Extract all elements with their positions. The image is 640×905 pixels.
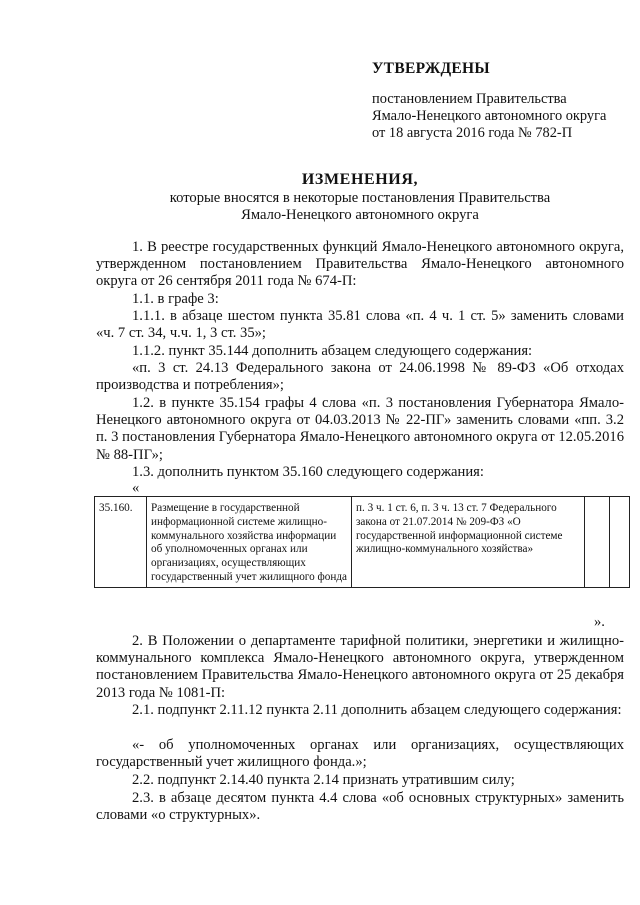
approval-line-1: постановлением Правительства bbox=[372, 91, 567, 107]
approval-title: УТВЕРЖДЕНЫ bbox=[372, 60, 490, 77]
item-1-1-1: 1.1.1. в абзаце шестом пункта 35.81 слова «п. 4 ч. 1 ст. 5» заменить словами «ч. 7 ст. 34, ч.ч. 1, 3 ст. 35»; bbox=[96, 308, 624, 342]
item-2-1-quote: «- об уполномоченных органах или организациях, осуществляющих государственный учет жилищного фонда.»; bbox=[96, 737, 624, 771]
item-1-1: 1.1. в графе 3: bbox=[132, 291, 219, 307]
item-2-2: 2.2. подпункт 2.14.40 пункта 2.14 признать утратившим силу; bbox=[132, 772, 515, 788]
table-quote-close: ». bbox=[594, 614, 605, 630]
document-subtitle-2: Ямало-Ненецкого автономного округа bbox=[241, 207, 479, 223]
table-quote-open: « bbox=[132, 480, 140, 496]
table-cell-legal-basis: п. 3 ч. 1 ст. 6, п. 3 ч. 13 ст. 7 Федерального закона от 21.07.2014 № 209-ФЗ «О государственной информационной системе жилищно-коммунального хозяйства» bbox=[352, 497, 585, 588]
item-1-2: 1.2. в пункте 35.154 графы 4 слова «п. 3 постановления Губернатора Ямало-Ненецкого автономного округа от 04.03.2013 № 22-ПГ» заменить словами «пп. 3.2 п. 3 постановления Губернатора Ямало-Ненецкого автономного округа от 12.05.2016 № 88-ПГ»; bbox=[96, 395, 624, 463]
table-cell-empty-1 bbox=[585, 497, 610, 588]
item-1-1-2-quote: «п. 3 ст. 24.13 Федерального закона от 24.06.1998 № 89-ФЗ «Об отходах производства и потребления»; bbox=[96, 360, 624, 394]
item-2-3: 2.3. в абзаце десятом пункта 4.4 слова «об основных структурных» заменить словами «о структурных». bbox=[96, 790, 624, 824]
section-2-intro: 2. В Положении о департаменте тарифной политики, энергетики и жилищно-коммунального комплекса Ямало-Ненецкого автономного округа, утвержденном постановлением Правительства Ямало-Ненецкого автономного округа от 25 декабря 2013 года № 1081-П: bbox=[96, 633, 624, 701]
section-1-intro: 1. В реестре государственных функций Ямало-Ненецкого автономного округа, утвержденном постановлением Правительства Ямало-Ненецкого автономного округа от 26 сентября 2011 года № 674-П: bbox=[96, 239, 624, 290]
table-row bbox=[95, 497, 630, 588]
approval-line-3: от 18 августа 2016 года № 782-П bbox=[372, 125, 573, 141]
table-cell-empty-2 bbox=[610, 497, 630, 588]
item-2-1: 2.1. подпункт 2.11.12 пункта 2.11 дополнить абзацем следующего содержания: bbox=[132, 702, 622, 718]
table-cell-function: Размещение в государственной информационной системе жилищно-коммунального хозяйства информации об уполномоченных органах или организациях, осуществляющих государственный учет жилищного фонда bbox=[147, 497, 352, 588]
table-cell-number: 35.160. bbox=[95, 497, 147, 588]
approval-line-2: Ямало-Ненецкого автономного округа bbox=[372, 108, 607, 124]
item-1-3: 1.3. дополнить пунктом 35.160 следующего содержания: bbox=[132, 464, 484, 480]
item-1-1-2: 1.1.2. пункт 35.144 дополнить абзацем следующего содержания: bbox=[132, 343, 533, 359]
document-title: ИЗМЕНЕНИЯ, bbox=[301, 171, 419, 188]
amendment-table bbox=[94, 496, 630, 588]
document-subtitle-1: которые вносятся в некоторые постановления Правительства bbox=[169, 190, 551, 206]
